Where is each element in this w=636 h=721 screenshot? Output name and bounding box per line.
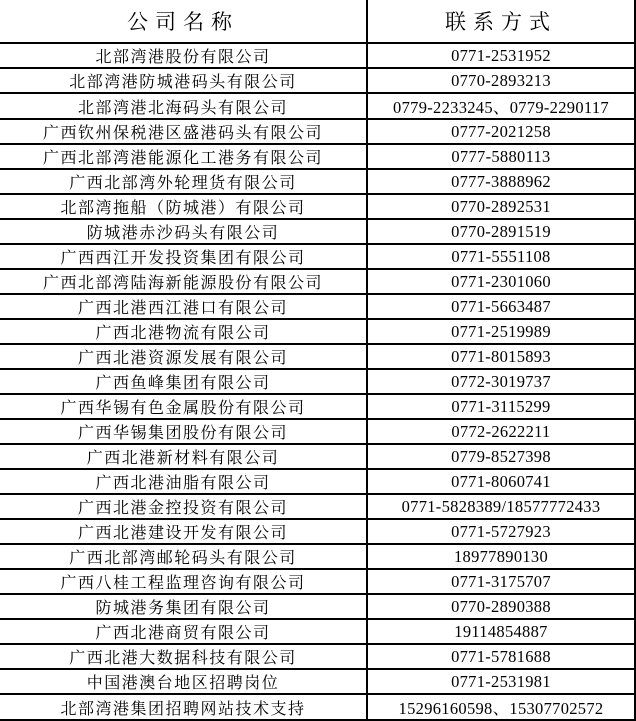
table-row (0, 269, 635, 294)
table-row (0, 594, 635, 619)
table-body (0, 43, 635, 720)
contact-info-cell: 0770-2890388 (367, 594, 635, 619)
table-row (0, 344, 635, 369)
company-name-cell: 广西北港建设开发有限公司 (0, 519, 367, 544)
table-header (0, 0, 635, 43)
company-name-cell: 防城港务集团有限公司 (0, 594, 367, 619)
table-row (0, 144, 635, 169)
contact-info-cell: 0771-5781688 (367, 644, 635, 669)
contact-info-cell: 0777-5880113 (367, 144, 635, 169)
company-name-cell: 广西北港物流有限公司 (0, 319, 367, 344)
company-name-cell: 广西北部湾邮轮码头有限公司 (0, 544, 367, 569)
company-name-cell: 广西北港西江港口有限公司 (0, 294, 367, 319)
company-name-cell: 广西北部湾港能源化工港务有限公司 (0, 144, 367, 169)
table-row (0, 319, 635, 344)
table-row (0, 444, 635, 469)
company-name-cell: 广西北港商贸有限公司 (0, 619, 367, 644)
table-row (0, 569, 635, 594)
company-name-cell: 广西北部湾陆海新能源股份有限公司 (0, 269, 367, 294)
company-name-cell: 北部湾港北海码头有限公司 (0, 93, 367, 119)
contact-info-cell: 0771-3115299 (367, 394, 635, 419)
company-name-cell: 广西钦州保税港区盛港码头有限公司 (0, 119, 367, 144)
contact-info-cell: 0770-2891519 (367, 219, 635, 244)
table-row (0, 294, 635, 319)
company-name-cell: 北部湾港集团招聘网站技术支持 (0, 694, 367, 720)
company-name-cell: 北部湾拖船（防城港）有限公司 (0, 194, 367, 219)
header-row (0, 0, 635, 43)
contact-info-cell: 0771-5551108 (367, 244, 635, 269)
table-row (0, 369, 635, 394)
contact-info-cell: 0772-2622211 (367, 419, 635, 444)
table-row (0, 244, 635, 269)
table-row (0, 694, 635, 720)
contact-info-cell: 0779-8527398 (367, 444, 635, 469)
contact-info-cell: 0771-8015893 (367, 344, 635, 369)
table-row (0, 219, 635, 244)
company-name-cell: 广西北港油脂有限公司 (0, 469, 367, 494)
company-name-cell: 广西北港大数据科技有限公司 (0, 644, 367, 669)
table-row (0, 43, 635, 68)
company-name-cell: 广西鱼峰集团有限公司 (0, 369, 367, 394)
table-row (0, 194, 635, 219)
contact-info-cell: 15296160598、15307702572 (367, 694, 635, 720)
company-name-cell: 广西北港新材料有限公司 (0, 444, 367, 469)
table-row (0, 519, 635, 544)
table-row (0, 68, 635, 93)
column-header-company-name: 公司名称 (0, 0, 367, 43)
contact-info-cell: 0771-8060741 (367, 469, 635, 494)
contact-info-cell: 0771-2531952 (367, 43, 635, 68)
company-name-cell: 防城港赤沙码头有限公司 (0, 219, 367, 244)
contact-info-cell: 0770-2893213 (367, 68, 635, 93)
contact-info-cell: 0771-5828389/18577772433 (367, 494, 635, 519)
contact-info-cell: 0771-2531981 (367, 669, 635, 694)
company-name-cell: 北部湾港防城港码头有限公司 (0, 68, 367, 93)
table-row (0, 119, 635, 144)
company-name-cell: 广西西江开发投资集团有限公司 (0, 244, 367, 269)
column-header-contact-info: 联系方式 (367, 0, 635, 43)
contact-info-cell: 0771-2519989 (367, 319, 635, 344)
company-name-cell: 广西北部湾外轮理货有限公司 (0, 169, 367, 194)
table-row (0, 494, 635, 519)
company-name-cell: 中国港澳台地区招聘岗位 (0, 669, 367, 694)
table-row (0, 419, 635, 444)
table-row (0, 544, 635, 569)
company-name-cell: 广西北港资源发展有限公司 (0, 344, 367, 369)
contact-info-cell: 0779-2233245、0779-2290117 (367, 93, 635, 119)
contact-info-cell: 0777-3888962 (367, 169, 635, 194)
contact-info-cell: 0771-3175707 (367, 569, 635, 594)
contact-info-cell: 19114854887 (367, 619, 635, 644)
table-row (0, 93, 635, 119)
company-name-cell: 广西八桂工程监理咨询有限公司 (0, 569, 367, 594)
table-row (0, 669, 635, 694)
contact-info-cell: 0771-2301060 (367, 269, 635, 294)
contact-info-cell: 0771-5663487 (367, 294, 635, 319)
contact-info-cell: 0770-2892531 (367, 194, 635, 219)
table-row (0, 644, 635, 669)
table-row (0, 169, 635, 194)
company-name-cell: 广西华锡有色金属股份有限公司 (0, 394, 367, 419)
contact-info-cell: 0777-2021258 (367, 119, 635, 144)
contact-info-cell: 0771-5727923 (367, 519, 635, 544)
table-row (0, 394, 635, 419)
table-row (0, 469, 635, 494)
table-row (0, 619, 635, 644)
contact-info-cell: 0772-3019737 (367, 369, 635, 394)
company-name-cell: 广西华锡集团股份有限公司 (0, 419, 367, 444)
company-name-cell: 广西北港金控投资有限公司 (0, 494, 367, 519)
company-name-cell: 北部湾港股份有限公司 (0, 43, 367, 68)
contact-info-cell: 18977890130 (367, 544, 635, 569)
